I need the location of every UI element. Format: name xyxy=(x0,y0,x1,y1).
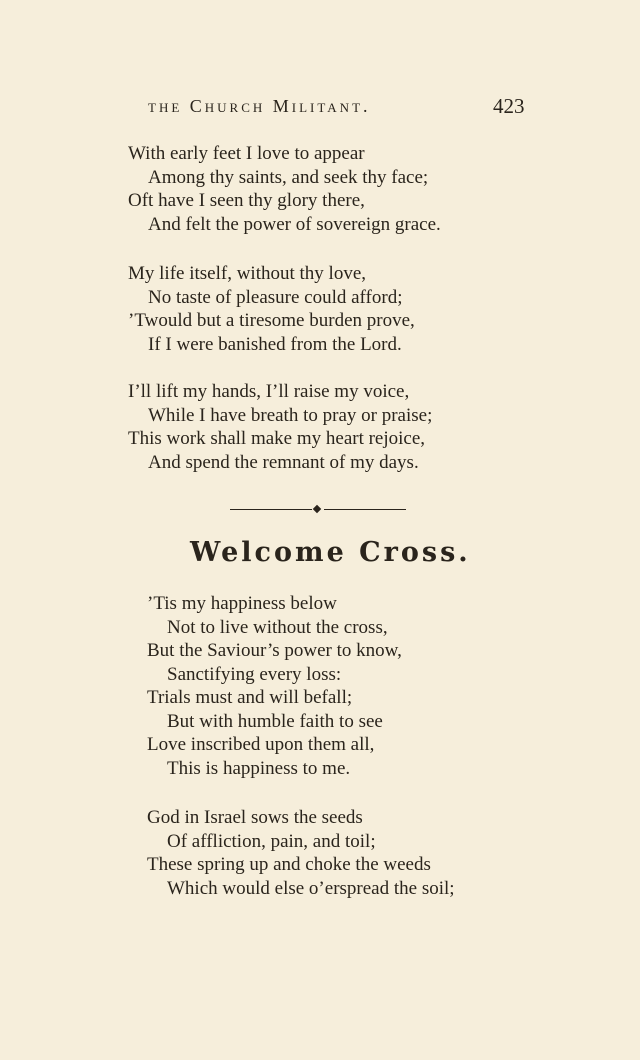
verse-line: But the Saviour’s power to know, xyxy=(147,640,402,661)
verse-line: This work shall make my heart rejoice, xyxy=(128,428,426,449)
verse-line: Sanctifying every loss: xyxy=(167,663,342,685)
verse-line: My life itself, without thy love, xyxy=(128,263,367,284)
running-title: the Church Militant. xyxy=(148,96,371,116)
verse-line: Love inscribed upon them all, xyxy=(147,734,375,755)
verse-line: God in Israel sows the seeds xyxy=(147,807,363,828)
stanza-3 xyxy=(128,380,432,474)
stanza-4 xyxy=(147,592,402,780)
section-divider xyxy=(230,504,406,516)
verse-line: If I were banished from the Lord. xyxy=(148,333,402,355)
verse-line: These spring up and choke the weeds xyxy=(147,854,431,875)
verse-line: And felt the power of sovereign grace. xyxy=(148,213,441,235)
verse-line: ’Twould but a tiresome burden prove, xyxy=(128,310,415,331)
verse-line: Trials must and will befall; xyxy=(147,687,353,708)
verse-line: No taste of pleasure could afford; xyxy=(148,286,403,308)
page-number: 423 xyxy=(493,94,525,118)
verse-line: Which would else o’erspread the soil; xyxy=(167,877,455,899)
verse-line: And spend the remnant of my days. xyxy=(148,451,419,473)
divider-rule-left xyxy=(230,509,312,510)
verse-line: Oft have I seen thy glory there, xyxy=(128,190,365,211)
stanza-2 xyxy=(128,262,415,356)
verse-line: While I have breath to pray or praise; xyxy=(148,404,433,426)
verse-line: Of affliction, pain, and toil; xyxy=(167,830,376,852)
verse-line: ’Tis my happiness below xyxy=(147,593,337,614)
page-header xyxy=(0,96,640,120)
stanza-1 xyxy=(128,142,441,236)
verse-line: But with humble faith to see xyxy=(167,710,383,732)
verse-line: I’ll lift my hands, I’ll raise my voice, xyxy=(128,381,410,402)
diamond-ornament-icon xyxy=(313,505,321,513)
stanza-5 xyxy=(147,806,455,900)
section-title: Welcome Cross. xyxy=(190,537,471,568)
verse-line: Not to live without the cross, xyxy=(167,616,388,638)
divider-rule-right xyxy=(324,509,406,510)
verse-line: Among thy saints, and seek thy face; xyxy=(148,166,429,188)
verse-line: With early feet I love to appear xyxy=(128,143,365,164)
verse-line: This is happiness to me. xyxy=(167,757,351,779)
